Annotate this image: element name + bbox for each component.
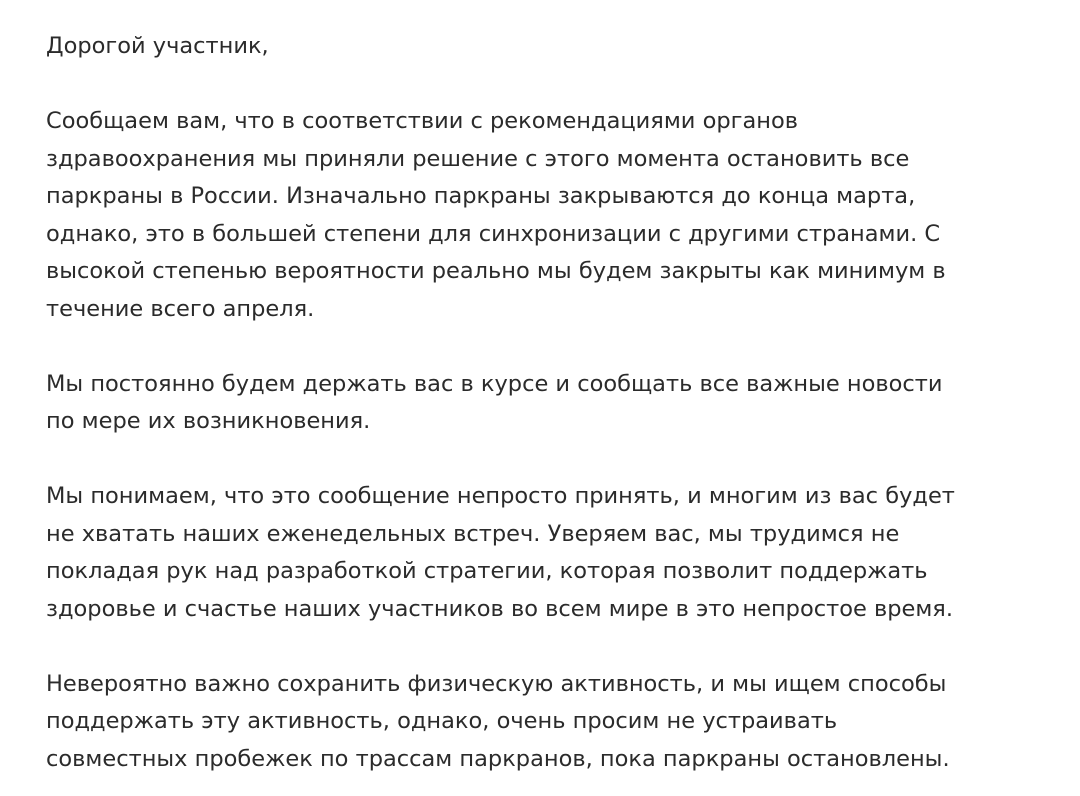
paragraph-line: покладая рук над разработкой стратегии, которая позволит поддержать — [46, 558, 928, 584]
paragraph-line: течение всего апреля. — [46, 295, 315, 322]
paragraph-gap — [46, 328, 1071, 366]
paragraph-line: Невероятно важно сохранить физическую активность, и мы ищем способы — [46, 670, 947, 697]
paragraph-gap — [46, 66, 1071, 104]
paragraph-line: однако, это в большей степени для синхронизации с другими странами. С — [46, 220, 941, 247]
paragraph-line: не хватать наших еженедельных встреч. Уверяем вас, мы трудимся не — [46, 520, 900, 547]
paragraph-understanding — [46, 478, 1071, 628]
paragraph-activity — [46, 666, 1071, 779]
paragraph-line: Мы понимаем, что это сообщение непросто принять, и многим из вас будет — [46, 483, 955, 509]
paragraph-gap — [46, 441, 1071, 479]
letter-body — [46, 28, 1071, 778]
paragraph-line: совместных пробежек по трассам паркранов, пока паркраны остановлены. — [46, 745, 950, 772]
paragraph-closure-notice — [46, 103, 1071, 328]
paragraph-line: паркраны в России. Изначально паркраны закрываются до конца марта, — [46, 183, 916, 209]
paragraph-line: по мере их возникновения. — [46, 408, 371, 434]
paragraph-line: поддержать эту активность, однако, очень просим не устраивать — [46, 708, 838, 734]
paragraph-line: Сообщаем вам, что в соответствии с рекомендациями органов — [46, 108, 798, 134]
paragraph-gap — [46, 628, 1071, 666]
paragraph-updates — [46, 366, 1071, 441]
paragraph-line: здравоохранения мы приняли решение с этого момента остановить все — [46, 145, 910, 172]
greeting: Дорогой участник, — [46, 33, 269, 59]
paragraph-line: высокой степенью вероятности реально мы будем закрыты как минимум в — [46, 258, 946, 284]
paragraph-line: Мы постоянно будем держать вас в курсе и сообщать все важные новости — [46, 370, 943, 397]
paragraph-line: здоровье и счастье наших участников во всем мире в это непростое время. — [46, 595, 953, 622]
